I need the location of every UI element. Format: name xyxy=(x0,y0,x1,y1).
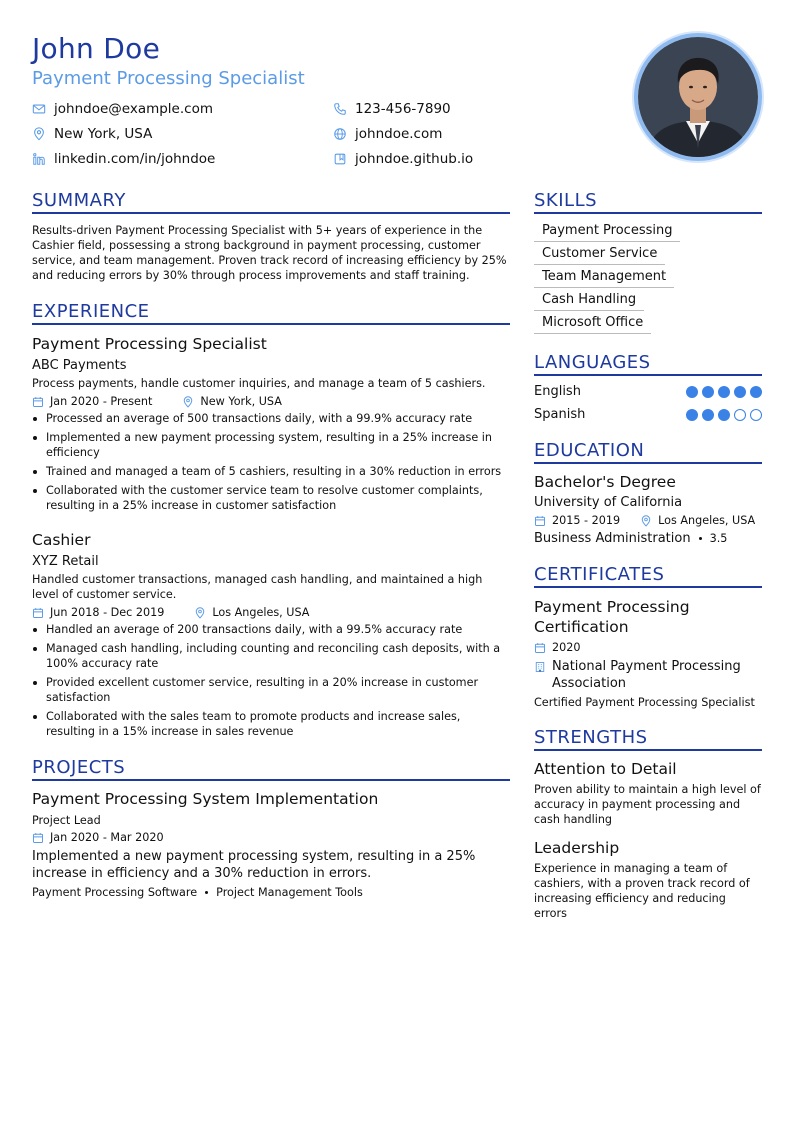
project-description: Implemented a new payment processing system, resulting in a 25% increase in efficiency and a 30% reduction in errors. xyxy=(32,849,476,881)
skill-tag: Payment Processing xyxy=(534,220,680,242)
skill-tag: Microsoft Office xyxy=(534,312,651,334)
list-item: Handled an average of 200 transactions daily, with a 99.5% accuracy rate xyxy=(32,622,510,637)
separator-dot xyxy=(205,891,208,894)
project-meta xyxy=(32,831,510,844)
project-role: Project Lead xyxy=(32,814,101,827)
education-degree: Bachelor's Degree xyxy=(534,473,676,491)
certificate-description: Certified Payment Processing Specialist xyxy=(534,696,755,709)
projects-section xyxy=(32,757,510,899)
bookmark-icon xyxy=(333,152,347,166)
certificate-issuer-row xyxy=(534,658,762,692)
calendar-icon xyxy=(32,607,44,619)
phone-icon xyxy=(333,102,347,116)
education-school: University of California xyxy=(534,495,683,510)
skill-tag: Cash Handling xyxy=(534,289,644,311)
list-item: Collaborated with the customer service team to resolve customer complaints, resulting in a 25% increase in customer satisfaction xyxy=(32,483,510,513)
building-icon xyxy=(534,661,546,673)
education-gpa: 3.5 xyxy=(709,532,728,545)
education-field: Business Administration xyxy=(534,531,691,546)
job-company: ABC Payments xyxy=(32,358,127,373)
location-pin-icon xyxy=(640,515,652,527)
strength-description: Experience in managing a team of cashiers, with a proven track record of increasing efficiency and reducing errors xyxy=(534,862,750,920)
job-dates: Jun 2018 - Dec 2019 xyxy=(50,606,165,619)
location-pin-icon xyxy=(32,127,46,141)
strengths-section xyxy=(534,727,762,921)
education-location: Los Angeles, USA xyxy=(658,514,756,527)
summary-heading: SUMMARY xyxy=(32,190,510,214)
proficiency-dot-filled xyxy=(750,386,762,398)
language-name: Spanish xyxy=(534,407,586,422)
certificates-heading: CERTIFICATES xyxy=(534,564,762,588)
job-bullets xyxy=(32,411,510,513)
education-heading: EDUCATION xyxy=(534,440,762,464)
proficiency-dot-filled xyxy=(718,409,730,421)
languages-heading: LANGUAGES xyxy=(534,352,762,376)
languages-section xyxy=(534,352,762,422)
projects-heading: PROJECTS xyxy=(32,757,510,781)
proficiency-dot-filled xyxy=(718,386,730,398)
list-item: Collaborated with the sales team to promote products and increase sales, resulting in a 15% increase in sales revenue xyxy=(32,709,510,739)
education-dates: 2015 - 2019 xyxy=(552,514,621,527)
proficiency-dot-empty xyxy=(734,409,746,421)
strength-title: Leadership xyxy=(534,839,620,857)
resume-title: Payment Processing Specialist xyxy=(32,68,305,89)
profile-photo xyxy=(634,33,762,161)
location-pin-icon xyxy=(182,396,194,408)
skills-section xyxy=(534,190,762,334)
certificate-name: Payment Processing Certification xyxy=(534,598,690,636)
skills-heading: SKILLS xyxy=(534,190,762,214)
avatar xyxy=(638,37,758,157)
job-entry xyxy=(32,335,510,513)
summary-section xyxy=(32,190,510,283)
project-tags xyxy=(32,886,510,899)
list-item: Managed cash handling, including counting and reconciling cash deposits, with a 100% accuracy rate xyxy=(32,641,510,671)
project-title: Payment Processing System Implementation xyxy=(32,790,379,808)
skill-tag: Team Management xyxy=(534,266,674,288)
list-item: Provided excellent customer service, resulting in a 20% increase in customer satisfaction xyxy=(32,675,510,705)
resume-name: John Doe xyxy=(32,32,161,65)
calendar-icon xyxy=(32,832,44,844)
strengths-heading: STRENGTHS xyxy=(534,727,762,751)
job-title: Cashier xyxy=(32,531,91,549)
proficiency-dot-empty xyxy=(750,409,762,421)
strength-item xyxy=(534,839,762,921)
language-level xyxy=(686,386,762,398)
language-row xyxy=(534,407,762,422)
contact-github[interactable]: johndoe.github.io xyxy=(333,151,473,167)
calendar-icon xyxy=(534,515,546,527)
list-item: Implemented a new payment processing system, resulting in a 25% increase in efficiency xyxy=(32,430,510,460)
education-meta xyxy=(534,514,762,527)
strength-item xyxy=(534,760,762,827)
calendar-icon xyxy=(534,642,546,654)
project-dates: Jan 2020 - Mar 2020 xyxy=(50,831,164,844)
linkedin-icon xyxy=(32,152,46,166)
skills-list xyxy=(534,220,762,334)
summary-text: Results-driven Payment Processing Specialist with 5+ years of experience in the Cashier field, possessing a strong background in payment processing, customer service, and team management. Proven track record of increasing efficiency by 25% and reducing errors by 30% through process improvements and staff training. xyxy=(32,224,507,282)
contact-phone[interactable]: 123-456-7890 xyxy=(333,101,451,117)
job-company: XYZ Retail xyxy=(32,554,99,569)
certificates-section xyxy=(534,564,762,709)
strength-title: Attention to Detail xyxy=(534,760,677,778)
job-description: Process payments, handle customer inquiries, and manage a team of 5 cashiers. xyxy=(32,377,486,390)
proficiency-dot-filled xyxy=(686,386,698,398)
job-description: Handled customer transactions, managed cash handling, and maintained a high level of customer service. xyxy=(32,573,483,601)
contact-website[interactable]: johndoe.com xyxy=(333,126,442,142)
skill-tag: Customer Service xyxy=(534,243,665,265)
proficiency-dot-filled xyxy=(702,386,714,398)
language-level xyxy=(686,409,762,421)
contact-linkedin[interactable]: linkedin.com/in/johndoe xyxy=(32,151,215,167)
education-section xyxy=(534,440,762,546)
job-dates: Jan 2020 - Present xyxy=(50,395,153,408)
globe-icon xyxy=(333,127,347,141)
job-location: New York, USA xyxy=(200,395,282,408)
proficiency-dot-filled xyxy=(686,409,698,421)
location-pin-icon xyxy=(194,607,206,619)
calendar-icon xyxy=(32,396,44,408)
experience-section xyxy=(32,301,510,739)
contact-location: New York, USA xyxy=(32,126,152,142)
list-item: Processed an average of 500 transactions daily, with a 99.9% accuracy rate xyxy=(32,411,510,426)
job-meta xyxy=(32,395,510,408)
project-tag: Project Management Tools xyxy=(216,886,363,899)
proficiency-dot-filled xyxy=(734,386,746,398)
job-bullets xyxy=(32,622,510,739)
certificate-meta xyxy=(534,641,762,654)
contact-email[interactable]: johndoe@example.com xyxy=(32,101,213,117)
proficiency-dot-filled xyxy=(702,409,714,421)
list-item: Trained and managed a team of 5 cashiers, resulting in a 30% reduction in errors xyxy=(32,464,510,479)
education-field-row xyxy=(534,531,762,546)
job-entry xyxy=(32,531,510,739)
strength-description: Proven ability to maintain a high level of accuracy in payment processing and cash handling xyxy=(534,783,761,826)
certificate-year: 2020 xyxy=(552,641,581,654)
language-name: English xyxy=(534,384,581,399)
mail-icon xyxy=(32,102,46,116)
job-meta xyxy=(32,606,510,619)
certificate-issuer: National Payment Processing Association xyxy=(552,659,741,691)
job-location: Los Angeles, USA xyxy=(212,606,310,619)
language-row xyxy=(534,384,762,399)
job-title: Payment Processing Specialist xyxy=(32,335,267,353)
separator-dot xyxy=(699,537,702,540)
project-tag: Payment Processing Software xyxy=(32,886,198,899)
experience-heading: EXPERIENCE xyxy=(32,301,510,325)
